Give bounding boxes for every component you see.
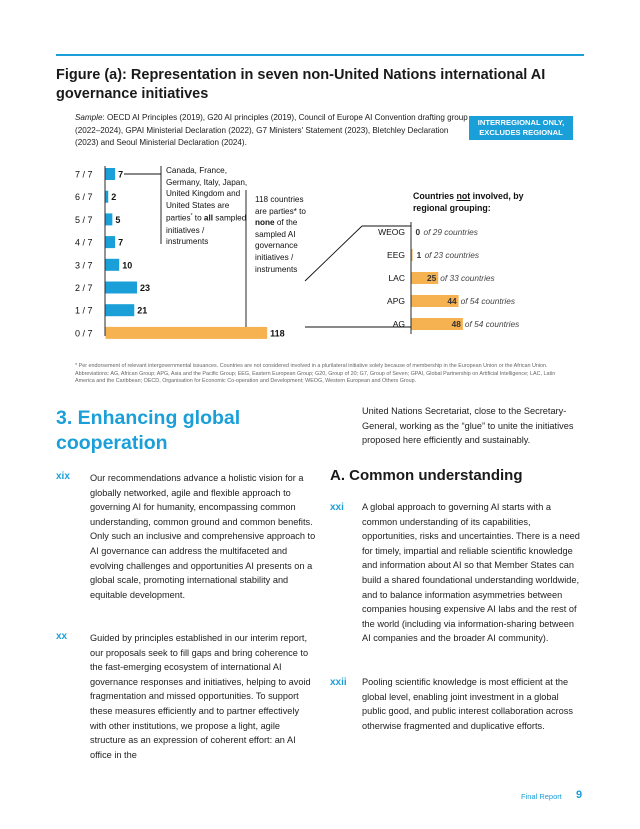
paragraph-xx: Guided by principles established in our interim report, our proposals seek to fill gaps and bring coherence to the fast-emerging ecosystem of international AI governance responses and initiatives, helping to avoid fragmentation and missed opportunities. To support these measures efficiently and to partner effectively with other institutions, we propose a light, agile structure as an expression of coherent effort: an AI office in the [90,633,311,760]
left-value-label: 2 [111,192,117,203]
section-title: 3. Enhancing global cooperation [56,407,241,454]
right-suffix-label: of 33 countries [440,273,495,284]
left-bar [106,168,116,180]
right-suffix-label: of 29 countries [423,227,478,238]
left-tick-label: 3 / 7 [75,260,93,271]
scope-badge: INTERREGIONAL ONLY, EXCLUDES REGIONAL [469,116,573,140]
figure-footnote: * Per endorsement of relevant intergovernmental issuances. Countries are not considered involved in a plurilateral initiative solely because of membership in the European Union or the African Union. Abbreviations: AG, African Group; APG, Asia and the Pacific Group; EEG, Eastern European Group; G20, Group of 20; G7, Group of Seven; GPAI, Global Partnership on Artificial Intelligence; LAC, Latin America and the Caribbean; OECD, Organisation for Economic Co-operation and Development; WEOG, Western European and Others Group. [75,363,556,385]
subsection-title: A. Common understanding [330,467,523,484]
right-title-start: Countries [413,191,457,201]
sample-label: Sample [75,113,103,122]
left-bar [106,191,109,203]
figure-chart [0,0,640,360]
annotation-all-to: to [192,214,204,224]
footer-label: Final Report [521,792,562,801]
right-panel-title [413,190,553,214]
right-value-label: 48 [451,319,461,330]
right-suffix-label: of 54 countries [464,319,520,330]
right-tick-label: WEOG [378,227,405,238]
paragraph-number-xix: xix [56,471,70,482]
left-bar [106,282,138,294]
annotation-none-text: 118 countries are parties* to [255,195,306,216]
right-tick-label: LAC [388,273,405,284]
right-bar [412,249,413,261]
left-value-label: 7 [118,237,124,248]
left-value-label: 10 [122,260,133,271]
annotation-all-text: Canada, France, Germany, Italy, Japan, United Kingdom and United States are parties [166,166,248,224]
left-bar [106,213,113,225]
paragraph-number-xxii: xxii [330,677,347,688]
left-value-label: 7 [118,169,124,180]
sample-text: : OECD AI Principles (2019), G20 AI principles (2019), Council of Europe AI Convention drafting group (2022–2024), GPAI Ministerial Declaration (2022), G7 Ministers' Statement (2023), Bletchley Declaration (2023) and Seoul Ministerial Declaration (2024). [75,113,468,147]
left-bar [106,236,116,248]
paragraph-xx-continued: United Nations Secretariat, close to the Secretary-General, working as the “glue” to unite the initiatives proposed here efficiently and sustainably. [362,406,574,446]
right-value-label: 25 [427,273,437,284]
figure-title: Figure (a): Representation in seven non-United Nations international AI governance initiatives [56,67,546,102]
right-value-label: 44 [447,296,457,307]
right-title-end: involved, by regional grouping: [413,191,524,213]
left-tick-label: 4 / 7 [75,237,93,248]
annotation-none [255,194,311,275]
left-tick-label: 5 / 7 [75,214,93,225]
right-panel-connector-diagonal [305,226,362,281]
annotation-all: Canada, France, Germany, Italy, Japan, United Kingdom and United States are parties* to all sampled initiatives / instruments [166,166,248,247]
left-tick-label: 1 / 7 [75,305,93,316]
right-tick-label: APG [387,296,405,307]
left-value-label: 5 [115,214,121,225]
right-tick-label: AG [392,319,405,330]
paragraph-xxii: Pooling scientific knowledge is most efficient at the global level, enabling joint investment in a global public good, and public interest collaboration across otherwise fragmented and duplicative efforts. [362,677,573,731]
left-tick-label: 6 / 7 [75,192,93,203]
right-suffix-label: of 23 countries [424,250,480,261]
left-value-label: 118 [270,328,285,339]
annotation-none-bold: none [255,218,275,228]
paragraph-number-xxi: xxi [330,502,344,513]
page-number: 9 [576,789,583,801]
left-bar [106,304,135,316]
left-tick-label: 7 / 7 [75,169,93,180]
paragraph-number-xx: xx [56,631,68,642]
left-value-label: 21 [137,305,148,316]
right-suffix-label: of 54 countries [460,296,516,307]
left-tick-label: 0 / 7 [75,328,93,339]
right-title-not: not [456,191,471,201]
left-bar [106,259,120,271]
paragraph-xxi: A global approach to governing AI starts with a common understanding of its capabilities, opportunities, risks and uncertainties. There is a need for timely, impartial and reliable scientific knowledge and information about AI so that Member States can build a shared foundational understanding worldwide, and to balance information asymmetries between companies housing expensive AI labs and the rest of the world (including via information-sharing between AI companies and the broader AI community). [362,502,580,644]
right-value-label: 0 [415,227,421,238]
right-value-label: 1 [416,250,422,261]
left-bar [106,327,268,339]
right-bar-chart [378,227,519,330]
annotation-none-tail: of the sampled AI governance initiatives / instruments [255,218,298,274]
left-value-label: 23 [140,283,151,293]
left-tick-label: 2 / 7 [75,283,93,293]
paragraph-xix: Our recommendations advance a holistic vision for a globally networked, agile and flexible approach to governing AI for humanity, encompassing common understanding, common ground and common benefits. Only such an inclusive and comprehensive approach to AI governance can address the multifaceted and evolving challenges and opportunities AI presents on a global scale, promoting international stability and equitable development. [90,473,316,600]
annotation-all-tail: sampled initiatives / instruments [166,214,247,247]
annotation-all-bold: all [203,214,214,224]
right-tick-label: EEG [387,250,405,261]
